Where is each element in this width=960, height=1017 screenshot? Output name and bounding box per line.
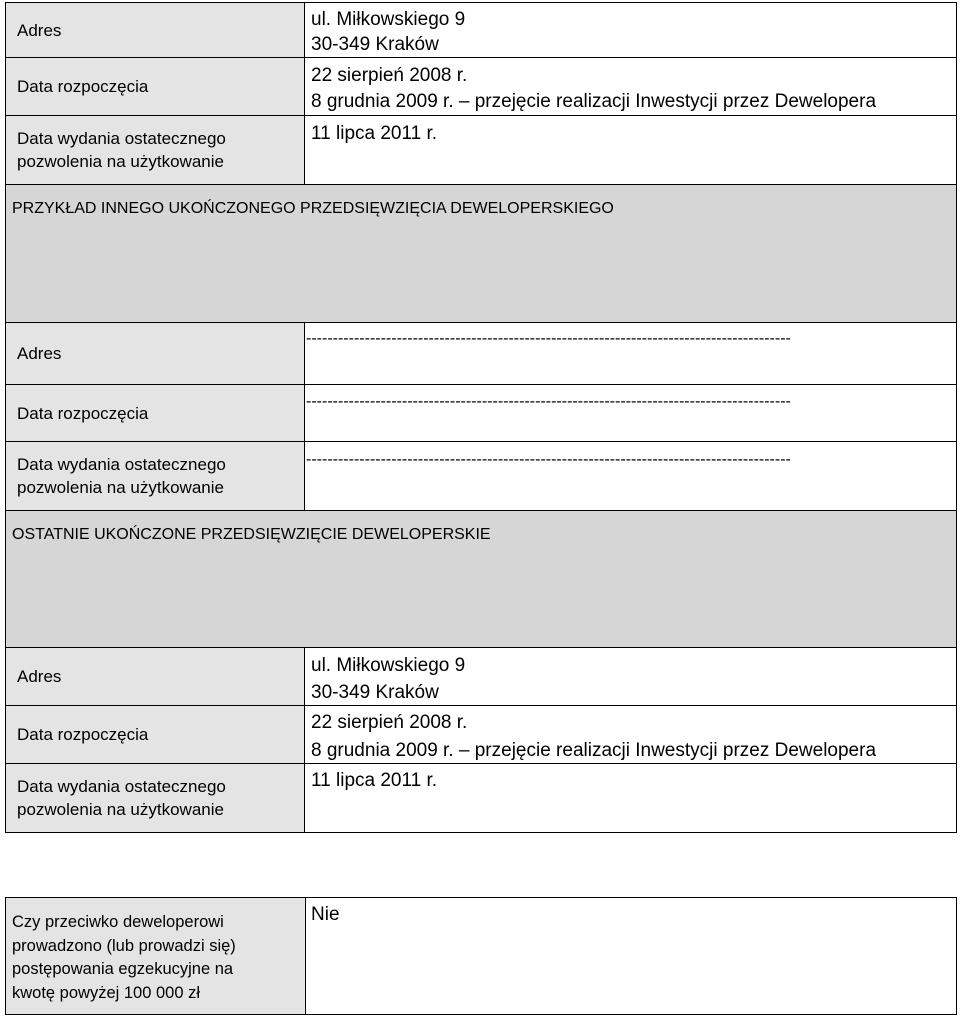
other-permit-label-line1: Data wydania ostatecznego bbox=[17, 455, 226, 474]
enforcement-answer-text: Nie bbox=[311, 904, 340, 925]
other-permit-date-placeholder: ------------------------------------------------------------------------------------------- bbox=[306, 451, 791, 468]
enforcement-answer bbox=[305, 897, 957, 1015]
enforcement-question-line3: postępowania egzekucyjne na bbox=[12, 960, 234, 978]
start-date-label-text: Data rozpoczęcia bbox=[17, 77, 149, 96]
last-address-value bbox=[304, 647, 957, 706]
other-address-placeholder: ------------------------------------------------------------------------------------------- bbox=[306, 330, 791, 347]
permit-date-label bbox=[5, 115, 305, 185]
last-address-label bbox=[5, 647, 305, 706]
permit-label-line1: Data wydania ostatecznego bbox=[17, 129, 226, 148]
last-permit-label-line1: Data wydania ostatecznego bbox=[17, 777, 226, 796]
other-start-date-placeholder: ------------------------------------------------------------------------------------------- bbox=[306, 393, 791, 410]
address-value bbox=[304, 2, 957, 58]
start-date-line2: 8 grudnia 2009 r. – przejęcie realizacji Inwestycji przez Dewelopera bbox=[311, 91, 877, 112]
last-address-label-text: Adres bbox=[17, 667, 62, 686]
other-address-label-text: Adres bbox=[17, 344, 62, 363]
other-project-header-text: PRZYKŁAD INNEGO UKOŃCZONEGO PRZEDSIĘWZIĘCIA DEWELOPERSKIEGO bbox=[12, 200, 614, 217]
last-project-header-text: OSTATNIE UKOŃCZONE PRZEDSIĘWZIĘCIE DEWELOPERSKIE bbox=[12, 526, 491, 543]
other-permit-date-label bbox=[5, 441, 305, 511]
address-label-text: Adres bbox=[17, 20, 62, 40]
last-address-line2: 30-349 Kraków bbox=[311, 682, 439, 703]
other-permit-label-line2: pozwolenia na użytkowanie bbox=[17, 478, 224, 497]
last-permit-date-label bbox=[5, 763, 305, 833]
start-date-label bbox=[5, 57, 305, 116]
last-start-date-line1: 22 sierpień 2008 r. bbox=[311, 712, 468, 733]
last-permit-label-line2: pozwolenia na użytkowanie bbox=[17, 800, 224, 819]
address-label bbox=[5, 2, 305, 58]
last-start-date-label bbox=[5, 705, 305, 764]
last-permit-date-text: 11 lipca 2011 r. bbox=[311, 770, 438, 791]
enforcement-question bbox=[5, 897, 306, 1015]
permit-date-text: 11 lipca 2011 r. bbox=[311, 123, 438, 144]
last-start-date-line2: 8 grudnia 2009 r. – przejęcie realizacji Inwestycji przez Dewelopera bbox=[311, 740, 877, 761]
permit-date-value bbox=[304, 115, 957, 185]
address-line1: ul. Miłkowskiego 9 bbox=[311, 9, 466, 30]
start-date-value bbox=[304, 57, 957, 116]
last-start-date-label-text: Data rozpoczęcia bbox=[17, 725, 149, 744]
start-date-line1: 22 sierpień 2008 r. bbox=[311, 65, 468, 86]
last-address-line1: ul. Miłkowskiego 9 bbox=[311, 655, 466, 676]
address-line2: 30-349 Kraków bbox=[311, 34, 439, 55]
enforcement-question-line2: prowadzono (lub prowadzi się) bbox=[12, 936, 236, 955]
enforcement-question-line4: kwotę powyżej 100 000 zł bbox=[12, 983, 201, 1002]
last-permit-date-value bbox=[304, 763, 957, 833]
enforcement-question-line1: Czy przeciwko deweloperowi bbox=[12, 913, 224, 931]
other-address-label bbox=[5, 322, 305, 385]
other-start-date-label-text: Data rozpoczęcia bbox=[17, 403, 149, 423]
other-start-date-label bbox=[5, 384, 305, 442]
other-project-header bbox=[5, 184, 957, 323]
permit-label-line2: pozwolenia na użytkowanie bbox=[17, 152, 224, 171]
last-project-header bbox=[5, 510, 957, 648]
last-start-date-value bbox=[304, 705, 957, 764]
